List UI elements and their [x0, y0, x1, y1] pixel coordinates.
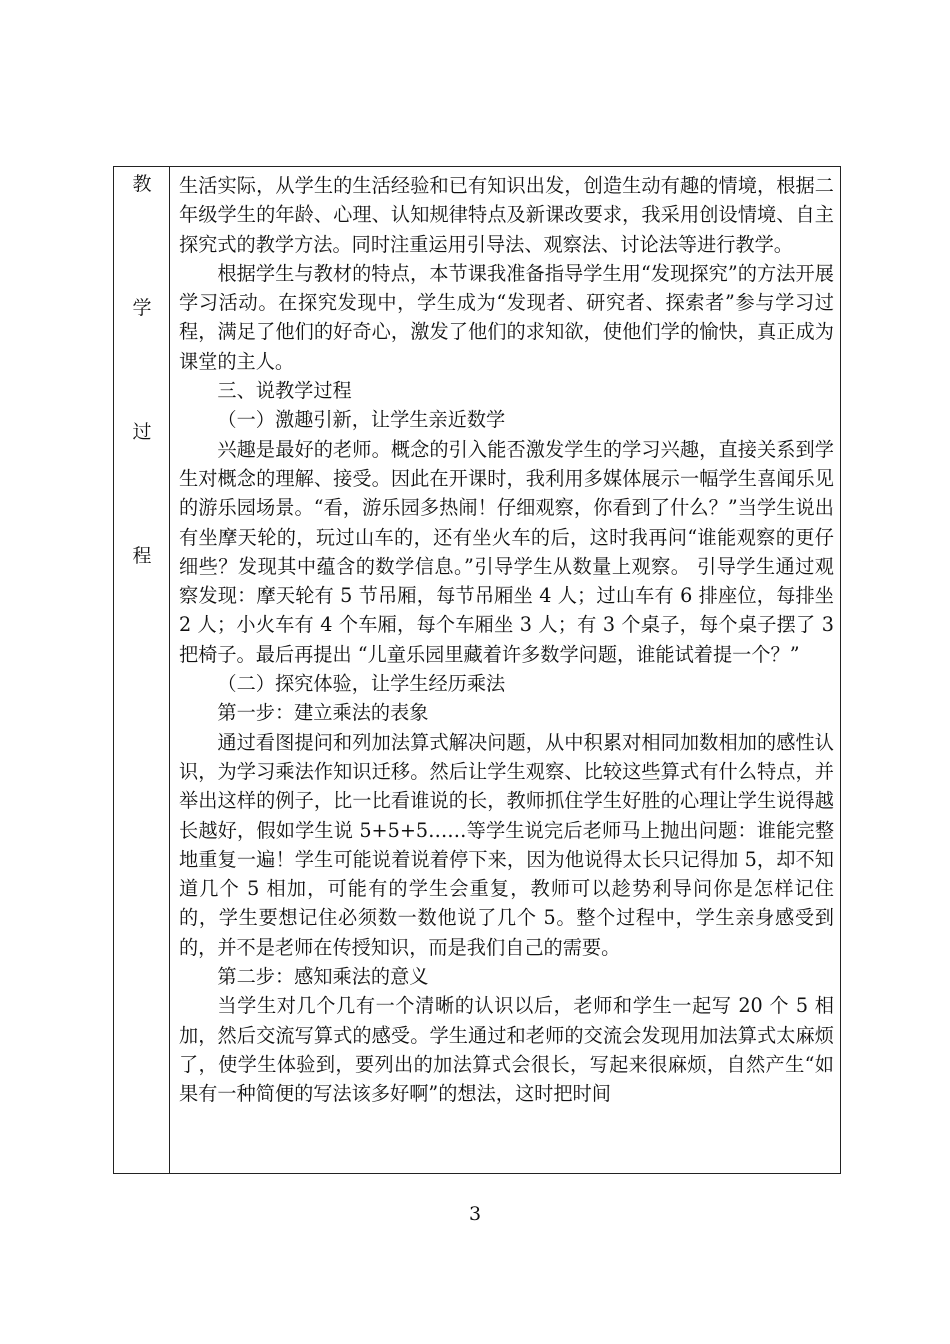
side-label: 学 — [132, 297, 152, 319]
side-label-column — [114, 167, 170, 1173]
side-label: 过 — [132, 421, 152, 443]
side-label: 程 — [132, 545, 152, 567]
step-heading: 第二步：感知乘法的意义 — [217, 965, 429, 989]
paragraph: 通过看图提问和列加法算式解决问题，从中积累对相同加数相加的感性认识，为学习乘法作知识迁移。然后让学生观察、比较这些算式有什么特点，并举出这样的例子，比一比看谁说的长，教师抓住学生好胜的心理让学生说得越长越好，假如学生说 5+5+5……等学生说完后老师马上抛出问题：谁能完整地重复一遍！学生可能说着说着停下来，因为他说得太长只记得加 5，却不知道几个 5 相加，可能有的学生会重复，教师可以趁势利导问你是怎样记住的，学生要想记住必须数一数他说了几个 5。整个过程中，学生亲身感受到的，并不是老师在传授知识，而是我们自己的需要。 — [179, 730, 834, 959]
paragraph: 生活实际，从学生的生活经验和已有知识出发，创造生动有趣的情境，根据二年级学生的年龄、心理、认知规律特点及新课改要求，我采用创设情境、自主探究式的教学方法。同时注重运用引导法、观察法、讨论法等进行教学。 — [179, 174, 834, 256]
page-number: 3 — [468, 1203, 482, 1225]
lesson-table — [113, 166, 841, 1174]
paragraph: 兴趣是最好的老师。概念的引入能否激发学生的学习兴趣，直接关系到学生对概念的理解、接受。因此在开课时，我利用多媒体展示一幅学生喜闻乐见的游乐园场景。“看，游乐园多热闹！仔细观察，你看到了什么？”当学生说出有坐摩天轮的，玩过山车的，还有坐火车的后，这时我再问“谁能观察的更仔细些？发现其中蕴含的数学信息。”引导学生从数量上观察。 引导学生通过观察发现：摩天轮有 5 节吊厢，每节吊厢坐 4 人；过山车有 6 排座位，每排坐 2 人；小火车有 4 个车厢，每个车厢坐 3 人；有 3 个桌子，每个桌子摆了 3 把椅子。最后再提出 “儿童乐园里藏着许多数学问题，谁能试着提一个？” — [179, 437, 834, 666]
content-cell — [171, 167, 840, 1173]
step-heading: 第一步：建立乘法的表象 — [217, 701, 429, 725]
subsection-heading: （一）激趣引新，让学生亲近数学 — [217, 408, 506, 432]
paragraph: 根据学生与教材的特点，本节课我准备指导学生用“发现探究”的方法开展学习活动。在探究发现中，学生成为“发现者、研究者、探索者”参与学习过程，满足了他们的好奇心，激发了他们的求知欲，使他们学的愉快，真正成为课堂的主人。 — [179, 261, 834, 373]
subsection-heading: （二）探究体验，让学生经历乘法 — [217, 672, 506, 696]
section-heading: 三、说教学过程 — [217, 379, 352, 403]
side-label: 教 — [132, 173, 152, 195]
paragraph: 当学生对几个几有一个清晰的认识以后，老师和学生一起写 20 个 5 相加，然后交流写算式的感受。学生通过和老师的交流会发现用加法算式太麻烦了，使学生体验到，要列出的加法算式会很长，写起来很麻烦，自然产生“如果有一种简便的写法该多好啊”的想法，这时把时间 — [179, 994, 834, 1106]
